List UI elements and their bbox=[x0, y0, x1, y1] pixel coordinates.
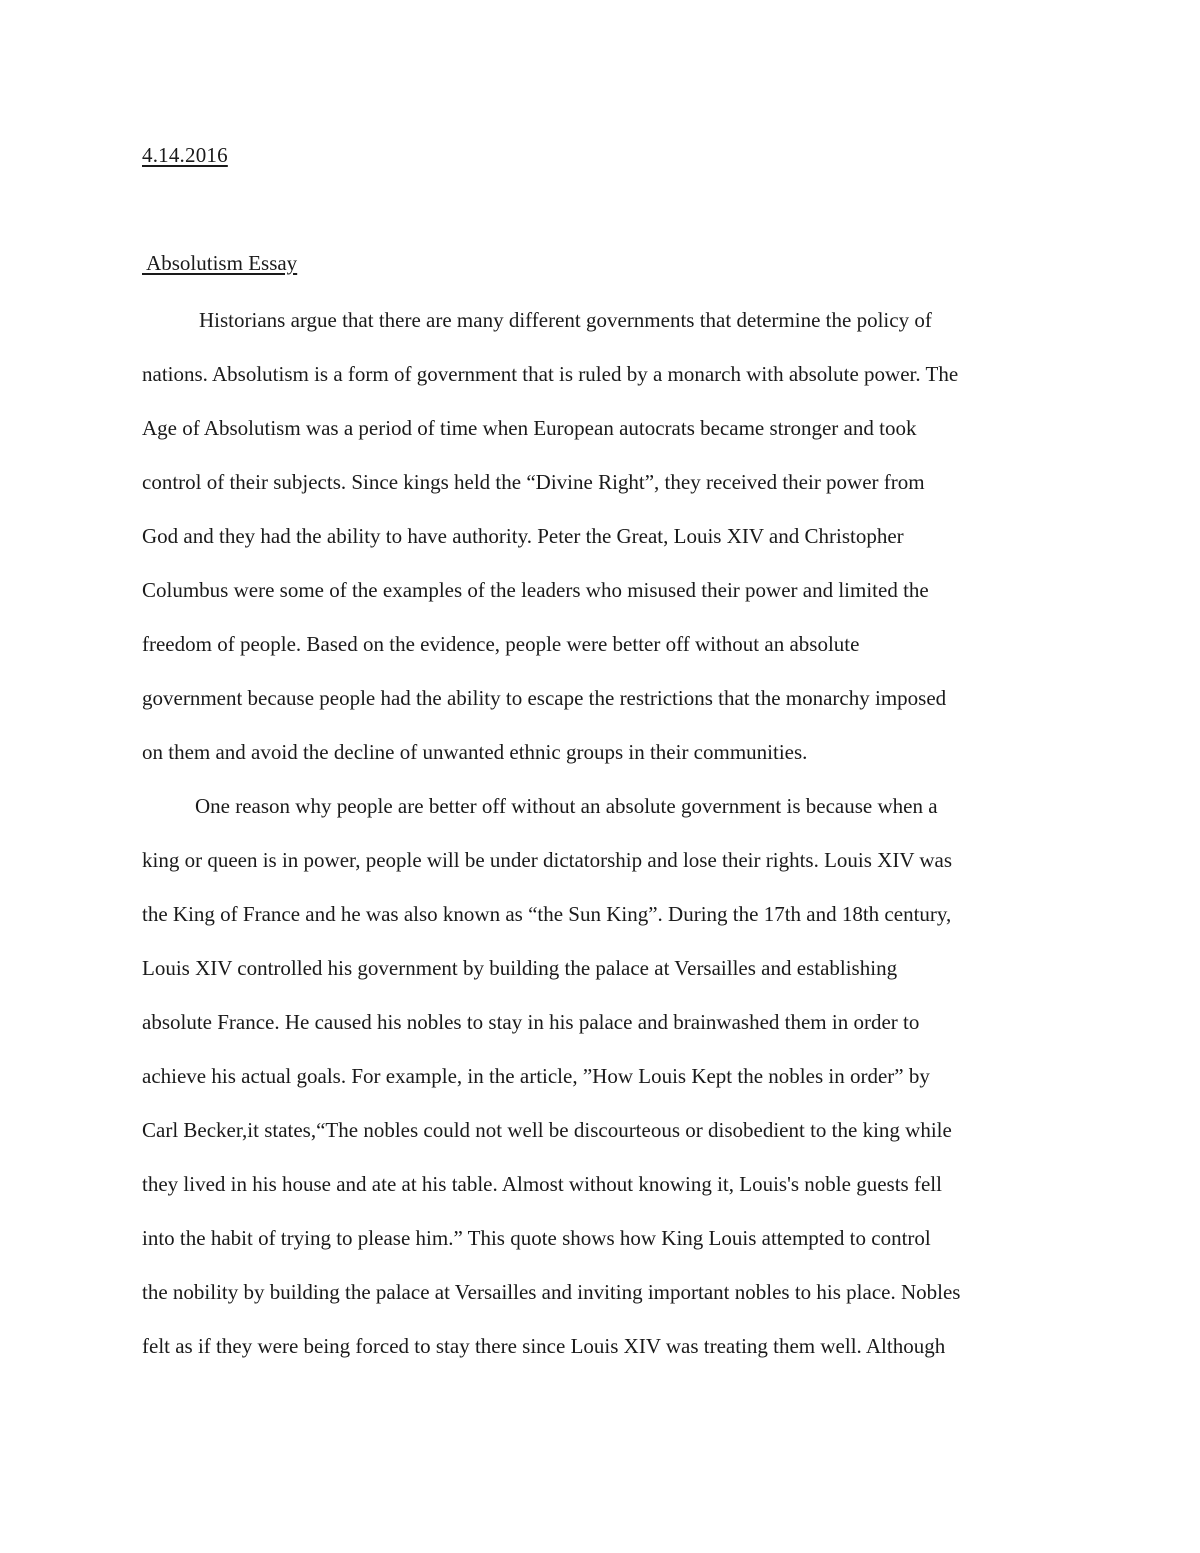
essay-date: 4.14.2016 bbox=[142, 143, 228, 167]
body-line: One reason why people are better off without an absolute government is because when a bbox=[195, 794, 938, 818]
body-line: achieve his actual goals. For example, in the article, ”How Louis Kept the nobles in order” by bbox=[142, 1064, 930, 1088]
body-line: on them and avoid the decline of unwanted ethnic groups in their communities. bbox=[142, 740, 808, 764]
body-line: Historians argue that there are many different governments that determine the policy of bbox=[199, 308, 932, 332]
body-line: Carl Becker,it states,“The nobles could not well be discourteous or disobedient to the king while bbox=[142, 1118, 952, 1142]
body-line: absolute France. He caused his nobles to stay in his palace and brainwashed them in order to bbox=[142, 1010, 920, 1034]
body-line: the King of France and he was also known as “the Sun King”. During the 17th and 18th century, bbox=[142, 902, 952, 926]
body-line: Columbus were some of the examples of the leaders who misused their power and limited the bbox=[142, 578, 929, 602]
body-line: the nobility by building the palace at Versailles and inviting important nobles to his place. Nobles bbox=[142, 1280, 961, 1304]
body-line: control of their subjects. Since kings held the “Divine Right”, they received their power from bbox=[142, 470, 925, 494]
essay-title: Absolutism Essay bbox=[142, 251, 298, 275]
body-line: they lived in his house and ate at his table. Almost without knowing it, Louis's noble guests fell bbox=[142, 1172, 942, 1196]
body-line: God and they had the ability to have authority. Peter the Great, Louis XIV and Christopher bbox=[142, 524, 904, 548]
body-line: Louis XIV controlled his government by building the palace at Versailles and establishing bbox=[142, 956, 898, 980]
body-line: felt as if they were being forced to stay there since Louis XIV was treating them well. Although bbox=[142, 1334, 946, 1358]
body-line: into the habit of trying to please him.” This quote shows how King Louis attempted to control bbox=[142, 1226, 931, 1250]
body-line: Age of Absolutism was a period of time when European autocrats became stronger and took bbox=[142, 416, 917, 440]
body-line: freedom of people. Based on the evidence, people were better off without an absolute bbox=[142, 632, 860, 656]
body-line: government because people had the ability to escape the restrictions that the monarchy imposed bbox=[142, 686, 947, 710]
body-line: king or queen is in power, people will be under dictatorship and lose their rights. Louis XIV was bbox=[142, 848, 953, 872]
body-line: nations. Absolutism is a form of government that is ruled by a monarch with absolute power. The bbox=[142, 362, 959, 386]
